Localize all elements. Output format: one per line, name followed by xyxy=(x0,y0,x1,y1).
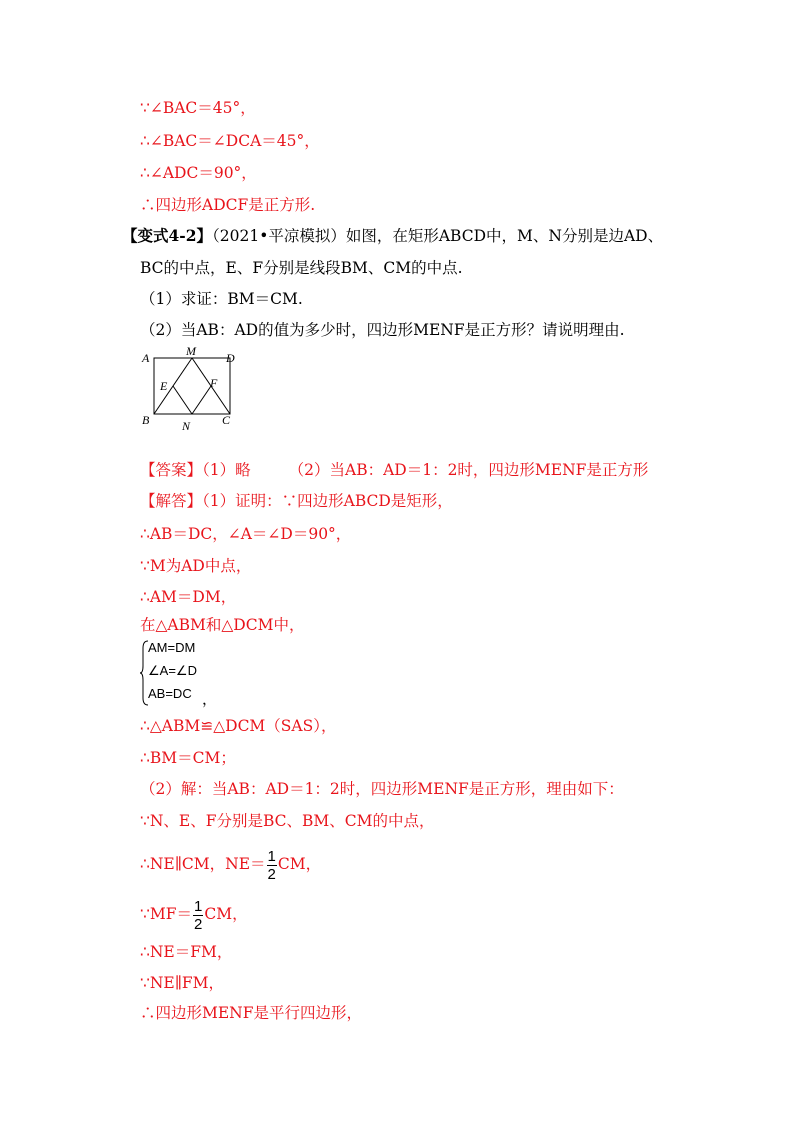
solution-text-11b: CM， xyxy=(204,905,248,923)
problem-text-1: 如图，在矩形ABCD中，M、N分别是边AD、 xyxy=(345,227,664,245)
solution-text-10b: CM， xyxy=(277,855,322,873)
solution-line-13: ∵NE∥FM， xyxy=(140,974,225,992)
fraction-denominator-2: 2 xyxy=(194,915,203,933)
fraction-one-half xyxy=(267,848,277,883)
question-1: （1）求证：BM＝CM. xyxy=(140,290,303,308)
problem-first-line xyxy=(122,226,663,246)
fraction-numerator: 1 xyxy=(267,847,276,865)
answer-part-2: （2）当AB：AD＝1：2时，四边形MENF是正方形 xyxy=(288,461,649,479)
solution-line-7: ∴BM＝CM； xyxy=(140,749,236,767)
solution-line-5: 在△ABM和△DCM中， xyxy=(140,616,305,634)
label-e: E xyxy=(160,379,168,393)
question-2: （2）当AB：AD的值为多少时，四边形MENF是正方形？请说明理由. xyxy=(140,321,625,339)
solution-text-10a: ∴NE∥CM，NE＝ xyxy=(140,855,266,873)
label-c: C xyxy=(222,413,231,427)
solution-line-4: ∴AM＝DM， xyxy=(140,588,237,606)
solution-line-6: ∴△ABM≌△DCM（SAS）， xyxy=(140,717,337,735)
solution-line-14: ∴四边形MENF是平行四边形， xyxy=(140,1004,363,1022)
label-m: M xyxy=(186,344,196,358)
solution-line-10 xyxy=(140,844,321,884)
proof-line-1: ∵∠BAC＝45°， xyxy=(140,99,256,117)
solution-tag: 【解答】 xyxy=(140,492,203,510)
solution-line-11 xyxy=(140,894,248,934)
rectangle-figure xyxy=(138,344,248,436)
proof-line-3: ∴∠ADC＝90°， xyxy=(140,164,257,182)
problem-text-2: BC的中点，E、F分别是线段BM、CM的中点. xyxy=(140,259,463,277)
solution-text-1: （1）证明：∵四边形ABCD是矩形， xyxy=(202,492,453,510)
equation-3: AB=DC xyxy=(148,686,192,701)
label-d: D xyxy=(226,351,235,365)
answer-tag: 【答案】 xyxy=(140,461,203,479)
problem-source: （2021•平凉模拟） xyxy=(212,227,346,245)
fraction-one-half-2 xyxy=(193,898,203,933)
segment-fn xyxy=(192,386,211,414)
solution-line-1 xyxy=(140,491,453,511)
solution-line-2: ∴AB＝DC，∠A＝∠D＝90°， xyxy=(140,525,352,543)
label-b: B xyxy=(142,413,150,427)
label-n: N xyxy=(182,419,191,433)
equation-1: AM=DM xyxy=(148,640,196,655)
solution-line-3: ∵M为AD中点， xyxy=(140,557,252,575)
answer-line xyxy=(140,460,648,480)
equation-comma: ， xyxy=(202,691,218,708)
answer-part-1: （1）略 xyxy=(202,461,251,479)
label-f: F xyxy=(210,376,218,390)
label-a: A xyxy=(142,351,150,365)
problem-tag: 【变式4-2】 xyxy=(122,226,213,245)
proof-line-4: ∴四边形ADCF是正方形. xyxy=(140,196,316,214)
proof-line-2: ∴∠BAC＝∠DCA＝45°， xyxy=(140,132,320,150)
segment-en xyxy=(173,386,192,414)
solution-text-11a: ∵MF＝ xyxy=(140,905,192,923)
solution-line-9: ∵N、E、F分别是BC、BM、CM的中点， xyxy=(140,812,435,830)
fraction-denominator: 2 xyxy=(267,865,276,883)
equation-2: ∠A=∠D xyxy=(148,663,197,678)
fraction-numerator-2: 1 xyxy=(194,897,203,915)
solution-line-12: ∴NE＝FM， xyxy=(140,943,233,961)
equation-system xyxy=(140,640,230,706)
solution-line-8: （2）解：当AB：AD＝1：2时，四边形MENF是正方形，理由如下： xyxy=(140,780,624,798)
